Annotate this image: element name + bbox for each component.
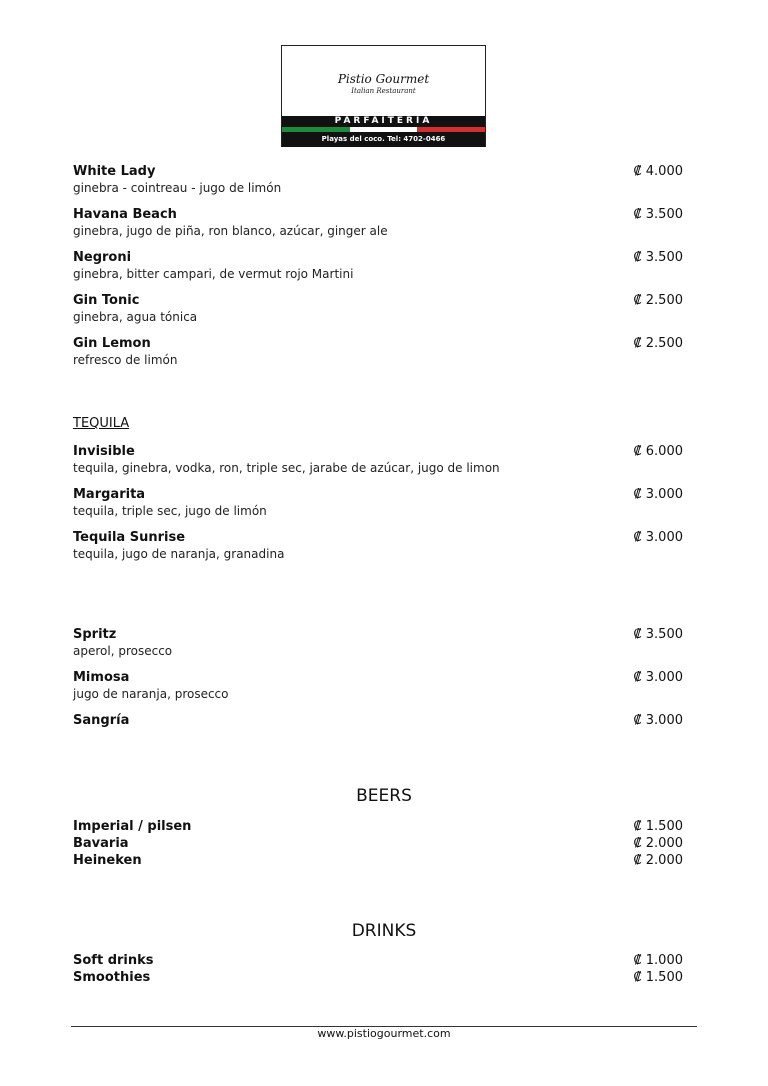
menu-item xyxy=(73,336,683,379)
item-name: Gin Lemon xyxy=(73,336,151,351)
menu-item xyxy=(73,207,683,250)
menu-item xyxy=(73,530,683,573)
menu-item xyxy=(73,444,683,487)
item-price: ₡ 1.500 xyxy=(633,970,683,985)
item-price: ₡ 3.500 xyxy=(633,250,683,265)
item-price: ₡ 1.000 xyxy=(633,953,683,968)
item-price: ₡ 2.000 xyxy=(633,836,683,851)
item-name: Negroni xyxy=(73,250,132,265)
item-price: ₡ 1.500 xyxy=(633,819,683,834)
menu-item xyxy=(73,250,683,293)
menu-item xyxy=(73,487,683,530)
item-name: Margarita xyxy=(73,487,146,502)
restaurant-logo xyxy=(281,45,486,147)
item-name: Invisible xyxy=(73,444,135,459)
item-name: Imperial / pilsen xyxy=(73,819,192,834)
item-price: ₡ 3.500 xyxy=(633,627,683,642)
item-name: Bavaria xyxy=(73,836,129,851)
item-name: Heineken xyxy=(73,853,142,868)
logo-name: Pistio Gourmet xyxy=(337,72,430,86)
item-description: jugo de naranja, prosecco xyxy=(73,687,229,701)
item-name: Tequila Sunrise xyxy=(73,530,186,545)
tequila-list xyxy=(73,444,683,573)
item-description: ginebra, jugo de piña, ron blanco, azúcar, ginger ale xyxy=(73,224,388,238)
item-description: tequila, jugo de naranja, granadina xyxy=(73,547,285,561)
item-description: refresco de limón xyxy=(73,353,178,367)
item-name: Smoothies xyxy=(73,970,151,985)
item-name: White Lady xyxy=(73,164,156,179)
item-description: ginebra, agua tónica xyxy=(73,310,198,324)
item-price: ₡ 4.000 xyxy=(633,164,683,179)
beer-list xyxy=(73,819,683,870)
menu-item xyxy=(73,853,683,870)
item-name: Sangría xyxy=(73,713,130,728)
menu-item xyxy=(73,819,683,836)
item-price: ₡ 2.000 xyxy=(633,853,683,868)
item-description: aperol, prosecco xyxy=(73,644,173,658)
item-price: ₡ 3.500 xyxy=(633,207,683,222)
menu-item xyxy=(73,293,683,336)
other-cocktail-list xyxy=(73,627,683,756)
menu-item xyxy=(73,670,683,713)
item-price: ₡ 2.500 xyxy=(633,293,683,308)
footer-website: www.pistiogourmet.com xyxy=(317,1027,451,1040)
item-price: ₡ 3.000 xyxy=(633,713,683,728)
menu-item xyxy=(73,836,683,853)
item-price: ₡ 3.000 xyxy=(633,487,683,502)
item-price: ₡ 2.500 xyxy=(633,336,683,351)
gin-cocktail-list xyxy=(73,164,683,379)
item-name: Havana Beach xyxy=(73,207,177,222)
drinks-heading: DRINKS xyxy=(351,921,417,941)
menu-item xyxy=(73,713,683,756)
menu-item xyxy=(73,953,683,970)
beers-heading: BEERS xyxy=(356,786,412,806)
item-description: tequila, ginebra, vodka, ron, triple sec, jarabe de azúcar, jugo de limon xyxy=(73,461,500,475)
item-name: Spritz xyxy=(73,627,117,642)
menu-item xyxy=(73,970,683,987)
item-price: ₡ 3.000 xyxy=(633,670,683,685)
menu-item xyxy=(73,627,683,670)
logo-band: PARFAITERIA xyxy=(282,116,485,127)
item-name: Soft drinks xyxy=(73,953,154,968)
item-name: Gin Tonic xyxy=(73,293,140,308)
item-description: ginebra - cointreau - jugo de limón xyxy=(73,181,282,195)
logo-subtitle: Italian Restaurant xyxy=(351,87,416,95)
tequila-heading: TEQUILA xyxy=(73,416,130,431)
item-price: ₡ 6.000 xyxy=(633,444,683,459)
logo-contact: Playas del coco. Tel: 4702-0466 xyxy=(282,132,485,147)
item-name: Mimosa xyxy=(73,670,130,685)
item-description: ginebra, bitter campari, de vermut rojo Martini xyxy=(73,267,354,281)
item-description: tequila, triple sec, jugo de limón xyxy=(73,504,267,518)
menu-item xyxy=(73,164,683,207)
drinks-list xyxy=(73,953,683,987)
item-price: ₡ 3.000 xyxy=(633,530,683,545)
